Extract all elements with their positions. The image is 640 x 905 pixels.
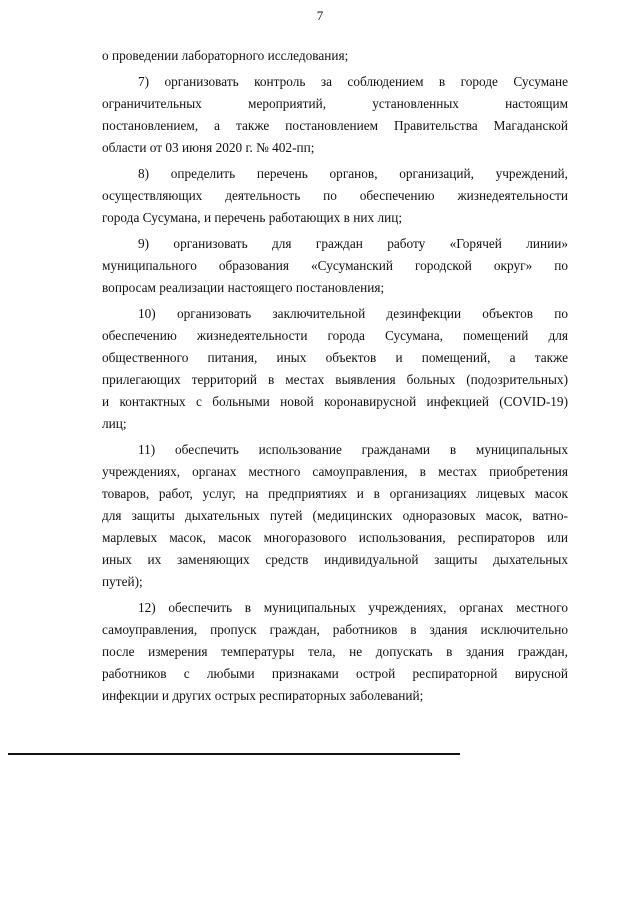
- text-line: обеспечению жизнедеятельности города Сусумана, помещений для: [102, 328, 568, 343]
- page-number: 7: [316, 8, 324, 23]
- text-line: иных их заменяющих средств индивидуальной защиты дыхательных: [102, 552, 568, 567]
- text-line: вопросам реализации настоящего постановления;: [102, 280, 385, 295]
- text-line: 12) обеспечить в муниципальных учреждениях, органах местного: [138, 600, 568, 615]
- text-line: ограничительных мероприятий, установленных настоящим: [102, 96, 568, 111]
- text-line: марлевых масок, масок многоразового использования, респираторов или: [102, 530, 568, 545]
- text-line: лиц;: [102, 416, 127, 431]
- text-line: путей);: [102, 574, 143, 589]
- text-line: прилегающих территорий в местах выявления больных (подозрительных): [102, 372, 568, 387]
- text-line: города Сусумана, и перечень работающих в них лиц;: [102, 210, 403, 225]
- text-line: постановлением, а также постановлением Правительства Магаданской: [102, 118, 568, 133]
- text-line: 11) обеспечить использование гражданами в муниципальных: [138, 442, 568, 457]
- text-line: самоуправления, пропуск граждан, работников в здания исключительно: [102, 622, 568, 637]
- text-line: 10) организовать заключительной дезинфекции объектов по: [138, 306, 568, 321]
- text-line: 8) определить перечень органов, организаций, учреждений,: [138, 166, 568, 181]
- text-line: инфекции и других острых респираторных заболеваний;: [102, 688, 424, 703]
- text-line: учреждениях, органах местного самоуправления, в местах приобретения: [102, 464, 568, 479]
- text-line: осуществляющих деятельность по обеспечению жизнедеятельности: [102, 188, 568, 203]
- text-line: о проведении лабораторного исследования;: [102, 48, 349, 63]
- text-line: общественного питания, иных объектов и помещений, а также: [102, 350, 568, 365]
- text-line: области от 03 июня 2020 г. № 402-пп;: [102, 140, 315, 155]
- text-line: работников с любыми признаками острой респираторной вирусной: [102, 666, 568, 681]
- text-line: муниципального образования «Сусуманский городской округ» по: [102, 258, 568, 273]
- text-line: 9) организовать для граждан работу «Горячей линии»: [138, 236, 568, 251]
- text-line: товаров, работ, услуг, на предприятиях и в организациях лицевых масок: [102, 486, 568, 501]
- horizontal-rule: [8, 753, 460, 755]
- text-line: и контактных с больными новой коронавирусной инфекцией (COVID-19): [102, 394, 568, 409]
- document-body: [102, 45, 568, 707]
- text-line: 7) организовать контроль за соблюдением в городе Сусумане: [138, 74, 568, 89]
- text-line: для защиты дыхательных путей (медицинских одноразовых масок, ватно-: [102, 508, 568, 523]
- text-line: после измерения температуры тела, не допускать в здания граждан,: [102, 644, 568, 659]
